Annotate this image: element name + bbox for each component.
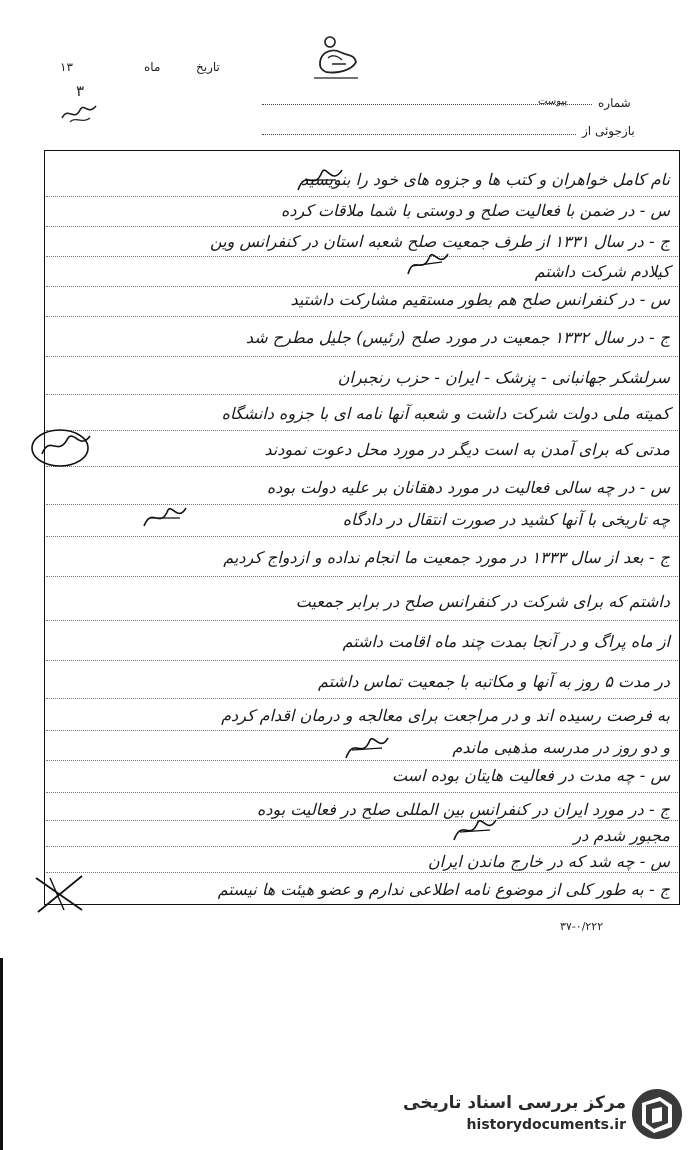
ruled-line [46, 286, 678, 287]
number-label: شماره [598, 96, 631, 110]
hand-line: به فرصت رسیده اند و در مراجعت برای معالجه و درمان اقدام کردم [221, 706, 670, 725]
initials-signature-icon [448, 812, 500, 848]
ruled-line [46, 256, 678, 257]
ruled-line [46, 576, 678, 577]
hand-line: نام کامل خواهران و کتب ها و جزوه های خود را بنویسید [301, 170, 670, 189]
initials-signature-icon [138, 500, 190, 536]
hand-line: سرلشکر جهانبانی - پزشک - ایران - حزب رنجبران [337, 368, 670, 387]
initials-signature-icon [292, 162, 348, 198]
ruled-line [46, 846, 678, 847]
hand-line: مدتی که برای آمدن به است دیگر در مورد محل دعوت نمودند [264, 440, 670, 459]
ruled-line [46, 466, 678, 467]
circled-mark-icon [28, 424, 98, 470]
ruled-line [46, 430, 678, 431]
hand-line: ج - بعد از سال ۱۳۳۳ در مورد جمعیت ما انجام نداده و ازدواج کردیم [223, 548, 670, 567]
hand-line: س - چه شد که در خارج ماندن ایران [427, 852, 670, 871]
ruled-line [46, 226, 678, 227]
hand-line: کیلادم شرکت داشتم [534, 262, 670, 281]
hand-line: س - در چه سالی فعالیت در مورد دهقانان بر علیه دولت بوده [266, 478, 670, 497]
hand-line: س - در ضمن با فعالیت صلح و دوستی با شما ملاقات کرده [280, 201, 670, 220]
hand-line: ج - در مورد ایران در کنفرانس بین المللی صلح در فعالیت بوده [256, 800, 670, 819]
archive-logo-icon [630, 1087, 684, 1141]
archive-url[interactable]: historydocuments.ir [466, 1117, 626, 1133]
ruled-line [46, 698, 678, 699]
page-mark: ۳ [76, 82, 85, 100]
initials-signature-icon [402, 246, 452, 282]
hand-line: مجبور شدم در [573, 826, 670, 845]
date-label: تاریخ [196, 60, 220, 74]
attachment-label: پیوست [538, 96, 568, 107]
reference-label: بازجوئی از [582, 124, 635, 138]
hand-line: از ماه پراگ و در آنجا بمدت چند ماه اقامت داشتم [342, 632, 670, 651]
hand-line: داشتم که برای شرکت در کنفرانس صلح در برابر جمعیت [295, 592, 670, 611]
ruled-line [46, 196, 678, 197]
initials-signature-icon [340, 730, 392, 766]
hand-line: ج - در سال ۱۳۳۱ از طرف جمعیت صلح شعبه استان در کنفرانس وین [210, 232, 670, 251]
ruled-line [46, 820, 678, 821]
year-prefix: ۱۳ [60, 60, 73, 74]
month-label: ماه [144, 60, 161, 74]
document-number: ۳۷-۰/۲۲۲ [560, 920, 604, 933]
hand-line: ج - به طور کلی از موضوع نامه اطلاعی ندارم و عضو هیئت ها نیستم [217, 880, 670, 899]
ruled-line [46, 316, 678, 317]
footer-text [403, 1093, 626, 1133]
scan-edge-bar [0, 958, 3, 1150]
ruled-line [46, 660, 678, 661]
hand-line: س - چه مدت در فعالیت هایتان بوده است [391, 766, 670, 785]
archive-name: مرکز بررسی اسناد تاریخی [403, 1093, 626, 1113]
ruled-line [46, 792, 678, 793]
hand-line: و دو روز در مدرسه مذهبی ماندم [452, 738, 670, 757]
hand-line: کمیته ملی دولت شرکت داشت و شعبه آنها نامه ای با جزوه دانشگاه [221, 404, 670, 423]
hand-line: س - در کنفرانس صلح هم بطور مستقیم مشارکت داشتید [290, 290, 670, 309]
cross-mark-icon [30, 870, 92, 916]
archive-footer [388, 1083, 688, 1145]
ruled-line [46, 356, 678, 357]
ruled-line [46, 872, 678, 873]
ruled-line [46, 394, 678, 395]
hand-line: چه تاریخی با آنها کشید در صورت انتقال در دادگاه [342, 510, 670, 529]
hand-line: در مدت ۵ روز به آنها و مکاتبه با جمعیت تماس داشتم [318, 672, 670, 691]
hand-line: ج - در سال ۱۳۳۲ جمعیت در مورد صلح (رئیس) جلیل مطرح شد [245, 328, 670, 347]
page-mark-scribble [58, 96, 102, 126]
lion-and-sun-emblem-icon [312, 34, 360, 80]
reference-line [262, 134, 576, 135]
ruled-line [46, 536, 678, 537]
ruled-line [46, 620, 678, 621]
